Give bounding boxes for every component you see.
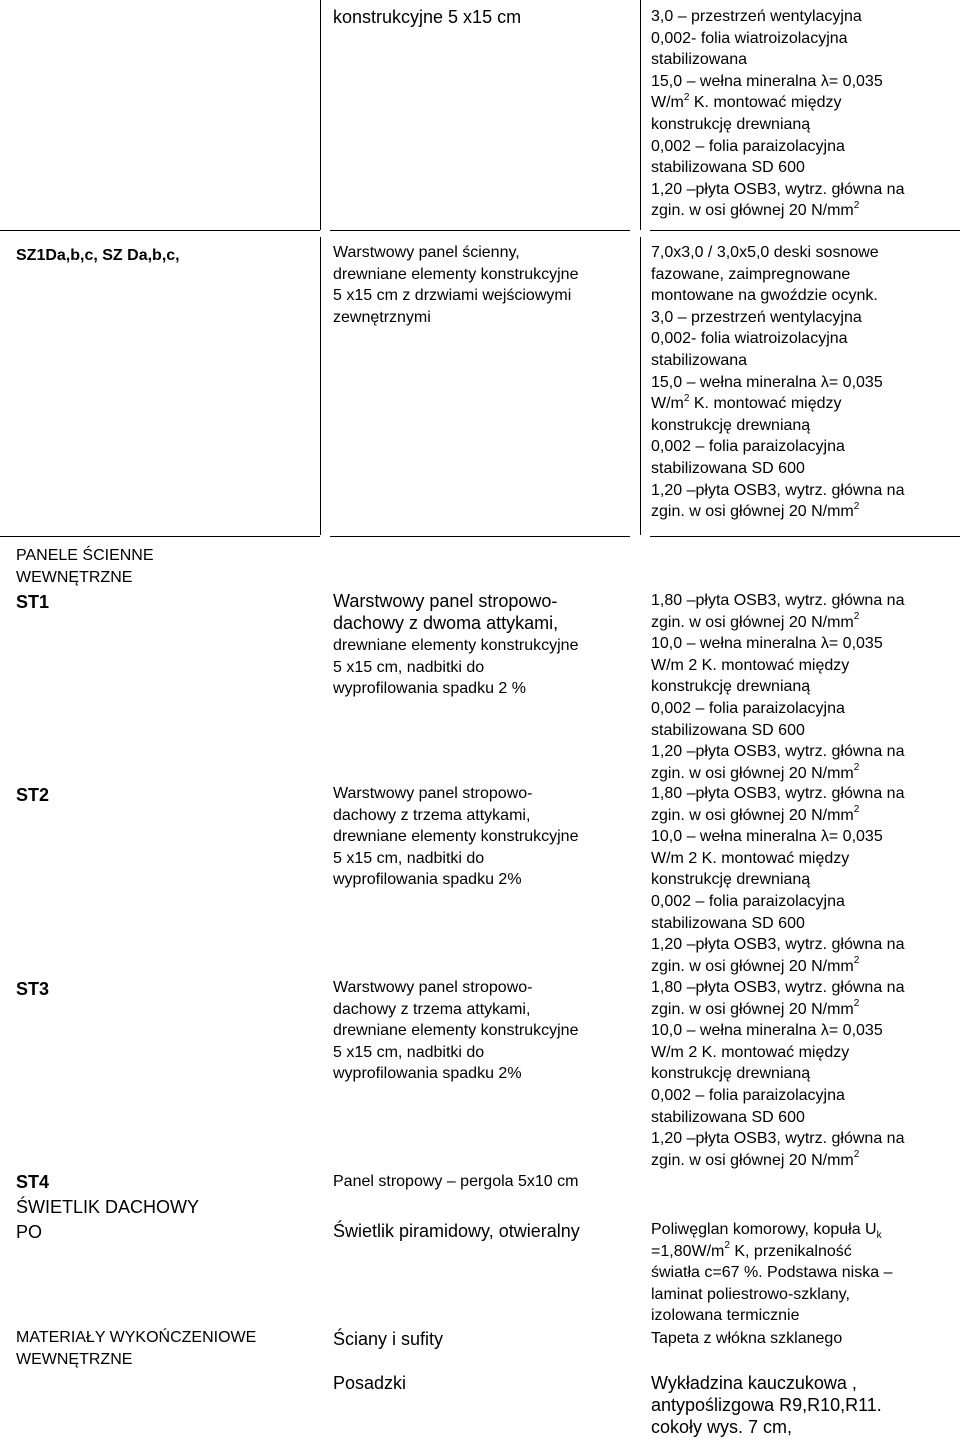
text-line: światła c=67 %. Podstawa niska – <box>651 1264 893 1282</box>
text-line: Warstwowy panel stropowo- <box>333 785 533 802</box>
text-line: 0,002- folia wiatroizolacyjna <box>651 29 848 47</box>
table-divider <box>640 237 641 535</box>
text-line: fazowane, zaimpregnowane <box>651 265 851 283</box>
text-line: 10,0 – wełna mineralna λ= 0,035 <box>651 828 883 846</box>
text-line: dachowy z dwoma attykami, <box>333 613 559 633</box>
st1-layers <box>651 590 956 784</box>
text-line: W/m 2 K. montować między <box>651 656 850 674</box>
text-line: Warstwowy panel stropowo- <box>333 591 558 611</box>
text-line: 0,002 – folia paraizolacyjna <box>651 438 845 456</box>
sz1-description <box>333 242 633 328</box>
text-line: zgin. w osi głównej 20 $N/mm^2$ <box>651 200 860 220</box>
table-divider <box>320 0 321 230</box>
text-line: $W/m^2$ K. montować między <box>651 92 842 112</box>
table-divider <box>640 0 641 230</box>
text-line: cokoły wys. 7 cm, <box>651 1417 793 1437</box>
text-line: Warstwowy panel ścienny, <box>333 244 520 261</box>
table-divider <box>330 230 630 231</box>
text-line: konstrukcję drewnianą <box>651 115 811 133</box>
top-row-element-description <box>333 6 633 28</box>
section-label-panele <box>16 545 154 588</box>
text-line: drewniane elementy konstrukcyjne <box>333 1022 579 1040</box>
text-line: drewniane elementy konstrukcyjne <box>333 828 579 846</box>
walls-value: Tapeta z włókna szklanego <box>651 1330 843 1347</box>
sz1-label: SZ1Da,b,c, SZ Da,b,c, <box>16 247 180 264</box>
table-divider <box>0 230 320 231</box>
walls-label: Ściany i sufity <box>333 1329 444 1349</box>
text-line: konstrukcję drewnianą <box>651 871 811 889</box>
text-line: Warstwowy panel stropowo- <box>333 979 533 996</box>
floor-value <box>651 1372 956 1438</box>
text-line: Poliwęglan komorowy, kopuła $U_k$ <box>651 1221 882 1242</box>
text-line: drewniane elementy konstrukcyjne <box>333 265 579 283</box>
text-line: dachowy z trzema attykami, <box>333 1000 531 1018</box>
text-line: 0,002 – folia paraizolacyjna <box>651 1086 845 1104</box>
text-line: drewniane elementy konstrukcyjne <box>333 637 579 654</box>
text-line: 3,0 – przestrzeń wentylacyjna <box>651 8 862 25</box>
section-label-materialy <box>16 1327 256 1370</box>
text-line: Świetlik piramidowy, otwieralny <box>333 1221 580 1241</box>
sz1-layers <box>651 242 956 523</box>
po-label: PO <box>16 1222 43 1242</box>
po-description <box>333 1220 633 1242</box>
text-line: W/m 2 K. montować między <box>651 849 850 867</box>
st2-description <box>333 783 633 891</box>
text-line: zgin. w osi głównej 20 $N/mm^2$ <box>651 611 860 631</box>
st2-layers <box>651 783 956 977</box>
text-line: konstrukcyjne 5 x15 cm <box>333 7 522 27</box>
text-line: $=1,80W/m^2$ K, przenikalność <box>651 1240 852 1260</box>
text-line: stabilizowana SD 600 <box>651 159 805 177</box>
top-row-layers <box>651 6 956 222</box>
text-line: 7,0x3,0 / 3,0x5,0 deski sosnowe <box>651 244 879 261</box>
text-line: 0,002 – folia paraizolacyjna <box>651 892 845 910</box>
text-line: MATERIAŁY WYKOŃCZENIOWE <box>16 1329 257 1346</box>
text-line: 5 x15 cm z drzwiami wejściowymi <box>333 287 572 305</box>
text-line: Panel stropowy – pergola 5x10 cm <box>333 1173 579 1190</box>
text-line: stabilizowana <box>651 351 748 369</box>
table-divider <box>320 237 321 535</box>
table-divider <box>0 536 320 537</box>
text-line: 0,002 – folia paraizolacyjna <box>651 137 845 155</box>
text-line: wyprofilowania spadku 2% <box>333 871 522 889</box>
text-line: 1,20 –płyta OSB3, wytrz. główna na <box>651 180 905 198</box>
text-line: stabilizowana SD 600 <box>651 914 805 932</box>
text-line: 15,0 – wełna mineralna λ= 0,035 <box>651 373 883 391</box>
text-line: stabilizowana SD 600 <box>651 1108 805 1126</box>
text-line: zewnętrznymi <box>333 308 431 326</box>
text-line: antypoślizgowa R9,R10,R11. <box>651 1395 882 1415</box>
st2-label: ST2 <box>16 785 50 805</box>
text-line: zgin. w osi głównej 20 $N/mm^2$ <box>651 762 860 782</box>
text-line: 1,20 –płyta OSB3, wytrz. główna na <box>651 481 905 499</box>
text-line: 10,0 – wełna mineralna λ= 0,035 <box>651 1022 883 1040</box>
text-line: laminat poliestrowo-szklany, <box>651 1285 850 1303</box>
st3-label: ST3 <box>16 979 50 999</box>
text-line: 0,002 – folia paraizolacyjna <box>651 699 845 717</box>
st4-label: ST4 <box>16 1172 50 1192</box>
text-line: 10,0 – wełna mineralna λ= 0,035 <box>651 635 883 653</box>
st3-layers <box>651 977 956 1171</box>
text-line: 1,20 –płyta OSB3, wytrz. główna na <box>651 936 905 954</box>
table-divider <box>650 536 960 537</box>
text-line: zgin. w osi głównej 20 $N/mm^2$ <box>651 1149 860 1169</box>
section-label-swietlik: ŚWIETLIK DACHOWY <box>16 1197 200 1217</box>
table-divider <box>650 230 960 231</box>
st3-description <box>333 977 633 1085</box>
text-line: wyprofilowania spadku 2% <box>333 1065 522 1083</box>
text-line: PANELE ŚCIENNE <box>16 547 154 564</box>
text-line: 1,20 –płyta OSB3, wytrz. główna na <box>651 1130 905 1148</box>
text-line: 3,0 – przestrzeń wentylacyjna <box>651 308 862 326</box>
text-line: 1,20 –płyta OSB3, wytrz. główna na <box>651 743 905 761</box>
st1-description <box>333 590 633 700</box>
text-line: zgin. w osi głównej 20 $N/mm^2$ <box>651 955 860 975</box>
text-line: stabilizowana <box>651 51 748 69</box>
text-line: 1,80 –płyta OSB3, wytrz. główna na <box>651 592 905 609</box>
text-line: izolowana termicznie <box>651 1307 800 1325</box>
text-line: 5 x15 cm, nadbitki do <box>333 658 485 676</box>
text-line: stabilizowana SD 600 <box>651 459 805 477</box>
st1-label: ST1 <box>16 592 50 612</box>
text-line: konstrukcję drewnianą <box>651 678 811 696</box>
text-line: 1,80 –płyta OSB3, wytrz. główna na <box>651 785 905 802</box>
text-line: 15,0 – wełna mineralna λ= 0,035 <box>651 72 883 90</box>
text-line: zgin. w osi głównej 20 $N/mm^2$ <box>651 500 860 521</box>
text-line: 5 x15 cm, nadbitki do <box>333 1043 485 1061</box>
text-line: zgin. w osi głównej 20 $N/mm^2$ <box>651 804 860 824</box>
st4-description <box>333 1171 633 1193</box>
table-divider <box>330 536 630 537</box>
text-line: 0,002- folia wiatroizolacyjna <box>651 330 848 348</box>
text-line: konstrukcję drewnianą <box>651 1065 811 1083</box>
po-layers <box>651 1219 956 1327</box>
text-line: WEWNĘTRZNE <box>16 1350 133 1368</box>
text-line: stabilizowana SD 600 <box>651 721 805 739</box>
text-line: 5 x15 cm, nadbitki do <box>333 849 485 867</box>
text-line: konstrukcję drewnianą <box>651 416 811 434</box>
text-line: montowane na gwoździe ocynk. <box>651 287 878 305</box>
text-line: W/m 2 K. montować między <box>651 1043 850 1061</box>
text-line: Wykładzina kauczukowa , <box>651 1373 857 1393</box>
text-line: WEWNĘTRZNE <box>16 568 133 586</box>
text-line: 1,80 –płyta OSB3, wytrz. główna na <box>651 979 905 996</box>
text-line: dachowy z trzema attykami, <box>333 806 531 824</box>
text-line: wyprofilowania spadku 2 % <box>333 680 526 698</box>
floor-label: Posadzki <box>333 1373 407 1393</box>
text-line: zgin. w osi głównej 20 $N/mm^2$ <box>651 998 860 1018</box>
text-line: $W/m^2$ K. montować między <box>651 392 842 413</box>
